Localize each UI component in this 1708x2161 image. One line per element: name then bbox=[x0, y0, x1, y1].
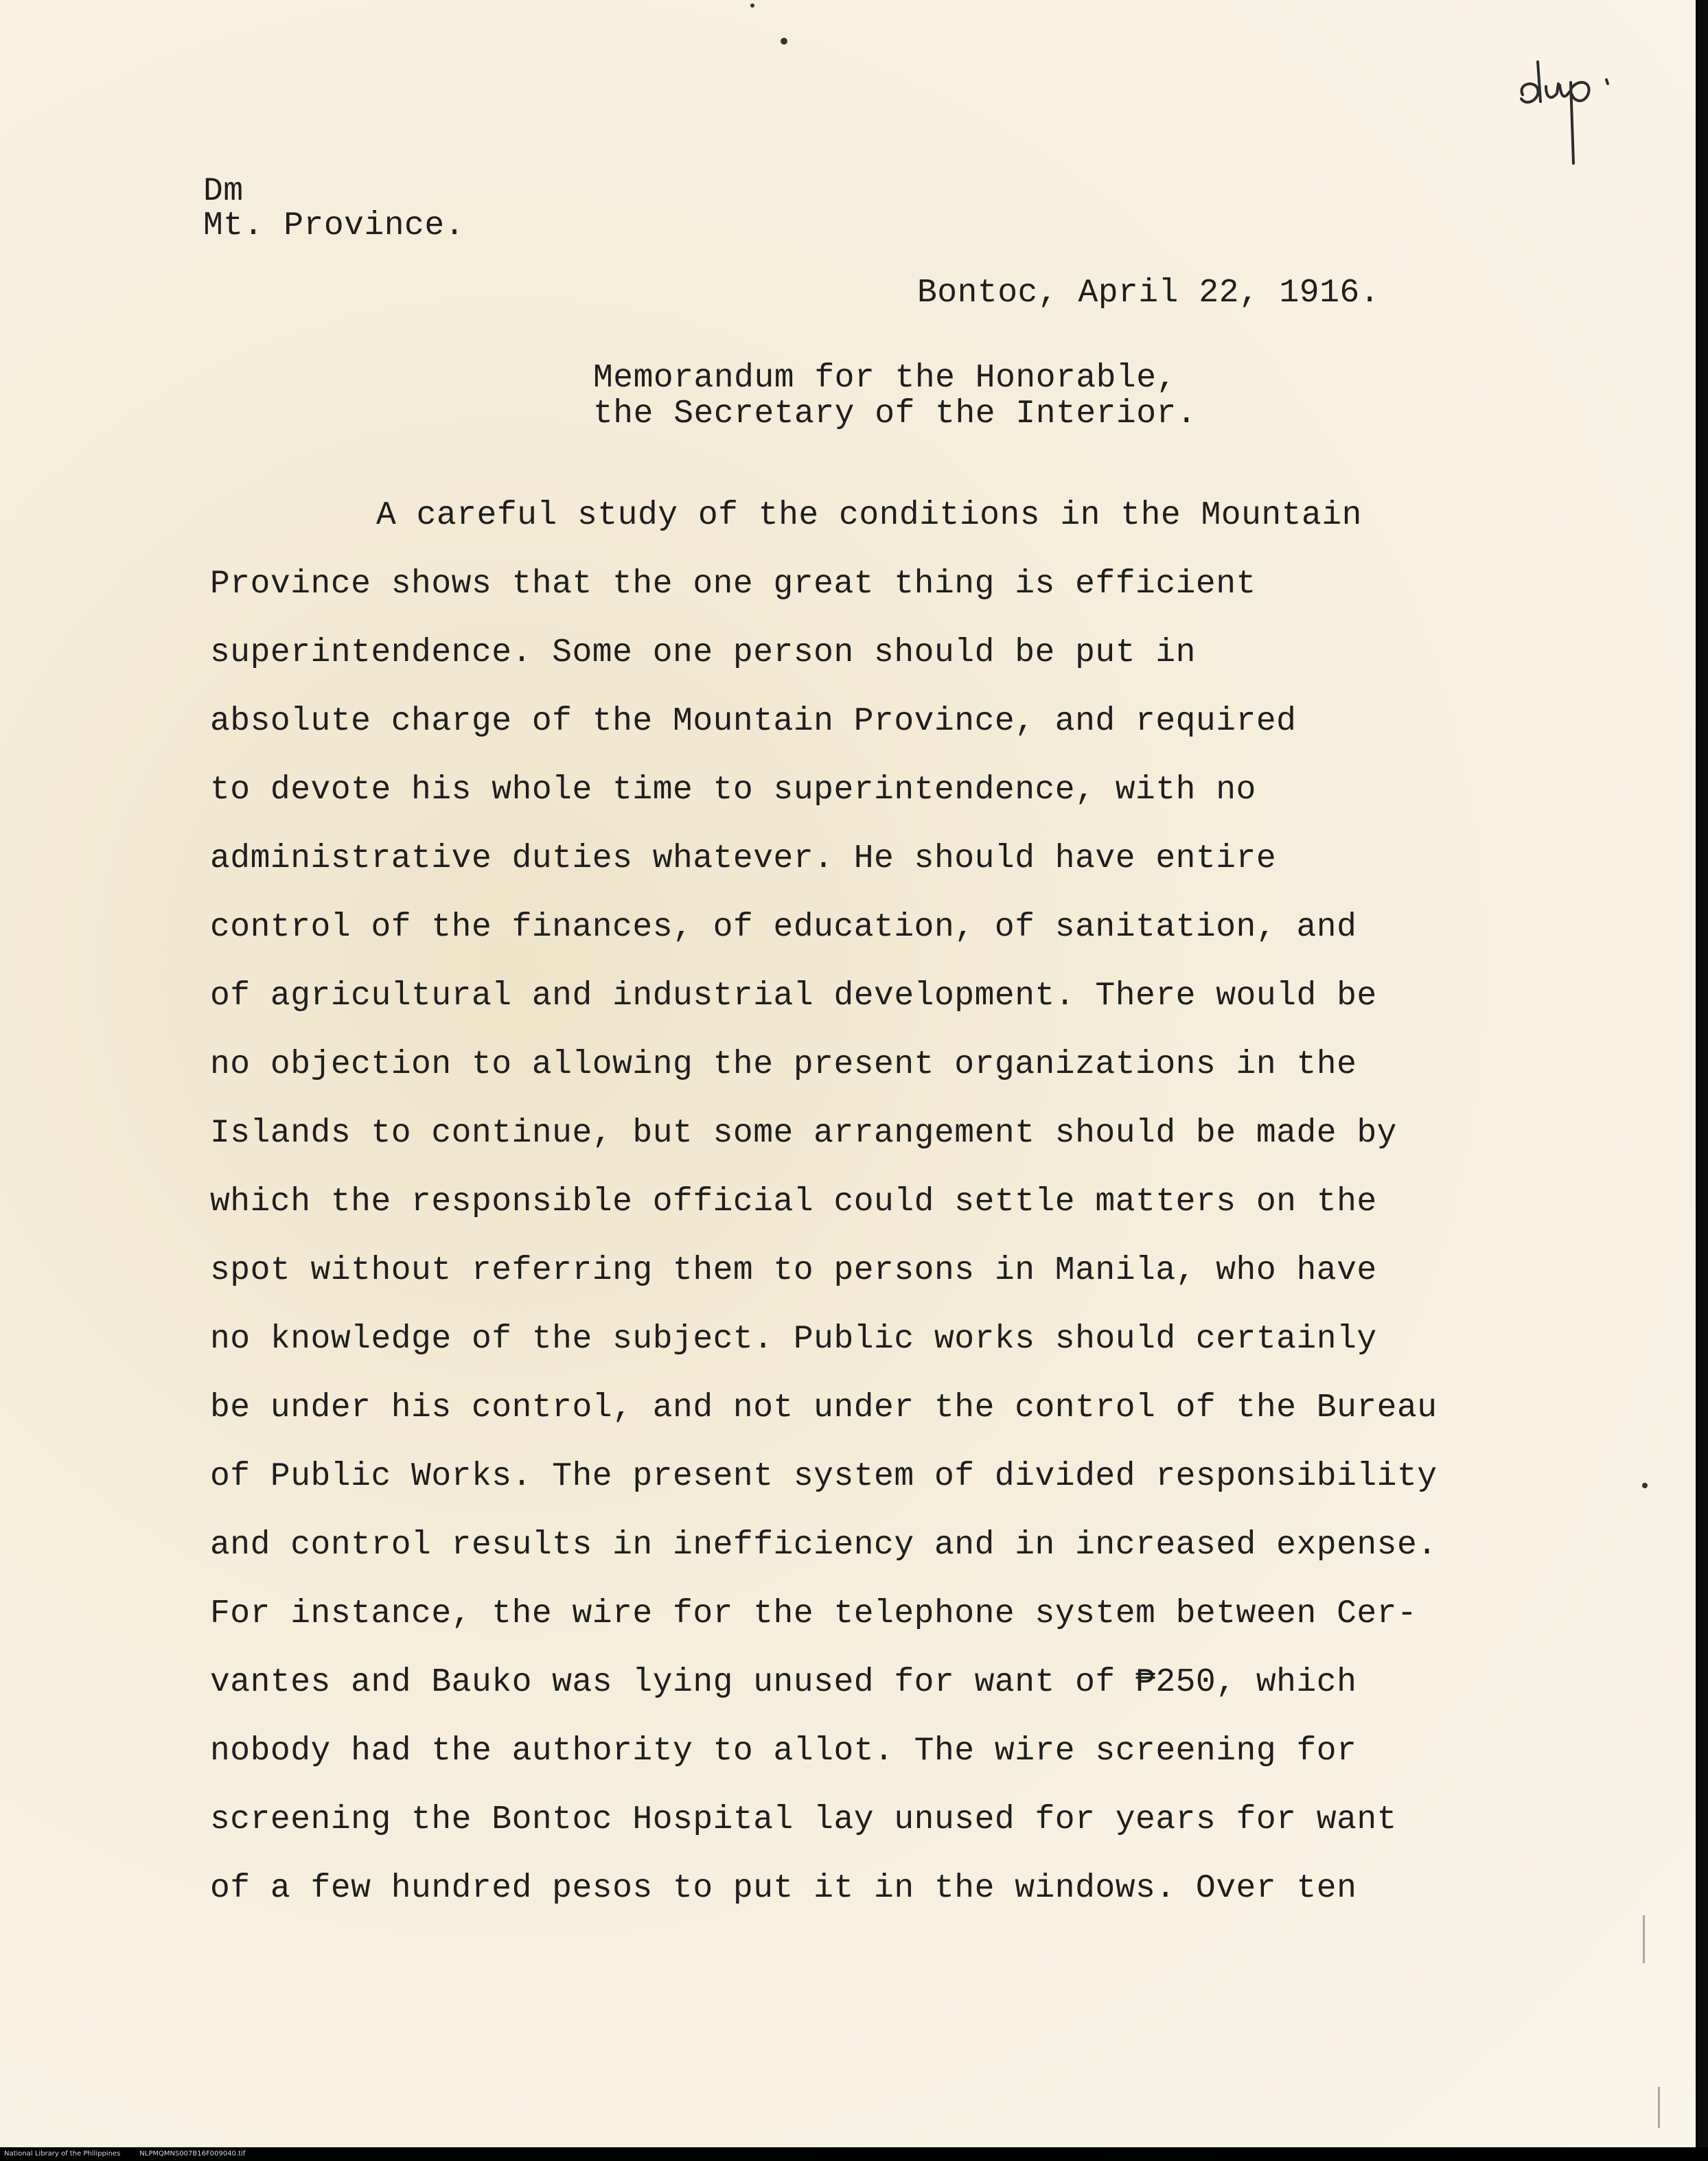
dateline: Bontoc, April 22, 1916. bbox=[917, 275, 1381, 312]
header-province: Mt. Province. bbox=[203, 207, 465, 244]
body-line: be under his control, and not under the control of the Bureau bbox=[210, 1389, 1438, 1426]
body-line: vantes and Bauko was lying unused for want of ₱250, which bbox=[210, 1664, 1357, 1701]
paper-mark bbox=[1658, 2087, 1660, 2128]
footer-library-name: National Library of the Philippines bbox=[4, 2150, 121, 2158]
scan-footer bbox=[0, 2147, 1708, 2161]
memo-heading-line-1: Memorandum for the Honorable, bbox=[593, 360, 1177, 397]
body-line: superintendence. Some one person should be put in bbox=[210, 634, 1196, 671]
body-line: Province shows that the one great thing is efficient bbox=[210, 566, 1256, 603]
body-line: screening the Bontoc Hospital lay unused for years for want bbox=[210, 1801, 1397, 1838]
memo-heading-line-2: the Secretary of the Interior. bbox=[593, 395, 1197, 432]
paper-mark bbox=[1643, 1915, 1645, 1963]
body-line: administrative duties whatever. He should have entire bbox=[210, 840, 1277, 877]
body-line: and control results in inefficiency and in increased expense. bbox=[210, 1527, 1438, 1564]
body-line: of a few hundred pesos to put it in the windows. Over ten bbox=[210, 1870, 1357, 1907]
handwritten-annotation bbox=[1510, 41, 1620, 165]
scan-edge bbox=[1696, 0, 1708, 2161]
body-line: no objection to allowing the present organizations in the bbox=[210, 1046, 1357, 1083]
body-line: which the responsible official could settle matters on the bbox=[210, 1183, 1377, 1221]
body-line: spot without referring them to persons in Manila, who have bbox=[210, 1252, 1377, 1289]
body-line: to devote his whole time to superintendence, with no bbox=[210, 772, 1256, 809]
paper-speck bbox=[750, 3, 754, 8]
body-line: absolute charge of the Mountain Province, and required bbox=[210, 703, 1297, 740]
body-line: of agricultural and industrial development. There would be bbox=[210, 978, 1377, 1015]
header-initials: Dm bbox=[203, 173, 244, 210]
body-line: nobody had the authority to allot. The wire screening for bbox=[210, 1733, 1357, 1770]
body-line: no knowledge of the subject. Public works should certainly bbox=[210, 1321, 1377, 1358]
handwritten-dup-mark bbox=[1510, 41, 1620, 165]
paper-speck bbox=[781, 38, 787, 45]
body-line: of Public Works. The present system of divided responsibility bbox=[210, 1458, 1438, 1495]
footer-file-id: NLPMQMNS007B16F009040.tif bbox=[139, 2150, 246, 2158]
body-line: A careful study of the conditions in the Mountain bbox=[376, 497, 1362, 534]
body-line: Islands to continue, but some arrangement should be made by bbox=[210, 1115, 1397, 1152]
body-line: control of the finances, of education, of sanitation, and bbox=[210, 909, 1357, 946]
body-line: For instance, the wire for the telephone system between Cer- bbox=[210, 1595, 1418, 1632]
paper-speck bbox=[1642, 1483, 1648, 1488]
